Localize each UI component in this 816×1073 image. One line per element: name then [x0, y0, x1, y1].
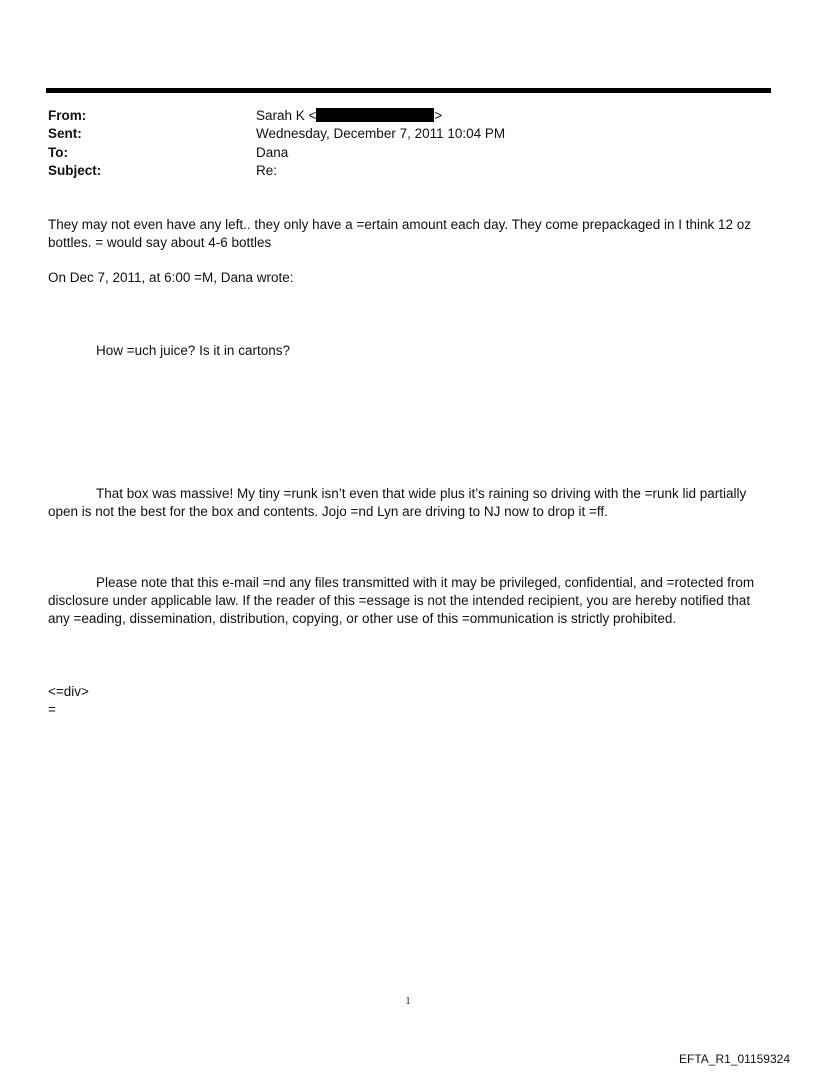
from-suffix: >	[434, 108, 443, 123]
trailing-div-tag: <=div>	[48, 684, 89, 699]
redaction-bar	[316, 108, 434, 122]
sent-label: Sent:	[48, 126, 82, 141]
reply-paragraph: They may not even have any left.. they only have a =ertain amount each day. They come prepackaged in I think 12 oz bottles. = would say about 4-6 bottles	[48, 217, 752, 250]
from-label: From:	[48, 108, 87, 123]
trailing-equals: =	[48, 702, 56, 717]
from-value	[256, 108, 442, 123]
document-id: EFTA_R1_01159324	[679, 1052, 790, 1066]
to-value: Dana	[256, 145, 289, 160]
sent-value: Wednesday, December 7, 2011 10:04 PM	[256, 126, 506, 141]
to-label: To:	[48, 145, 68, 160]
subject-value: Re:	[256, 163, 278, 178]
from-name: Sarah K <	[256, 108, 317, 123]
disclaimer: Please note that this e-mail =nd any files transmitted with it may be privileged, confidential, and =rotected from disclosure under applicable law. If the reader of this =essage is not the intended recipient, you are hereby notified that any =eading, dissemination, distribution, copying, or other use of this =ommunication is strictly prohibited.	[48, 575, 755, 626]
subject-label: Subject:	[48, 163, 102, 178]
quote-intro: On Dec 7, 2011, at 6:00 =M, Dana wrote:	[48, 270, 294, 285]
quote-line-1: How =uch juice? Is it in cartons?	[96, 343, 290, 358]
header-rule	[46, 88, 771, 93]
page-number: 1	[405, 996, 411, 1007]
quote-paragraph-2: That box was massive! My tiny =runk isn’t even that wide plus it’s raining so driving with the =runk lid partially open is not the best for the box and contents. Jojo =nd Lyn are driving to NJ now to drop it =ff.	[48, 486, 747, 519]
